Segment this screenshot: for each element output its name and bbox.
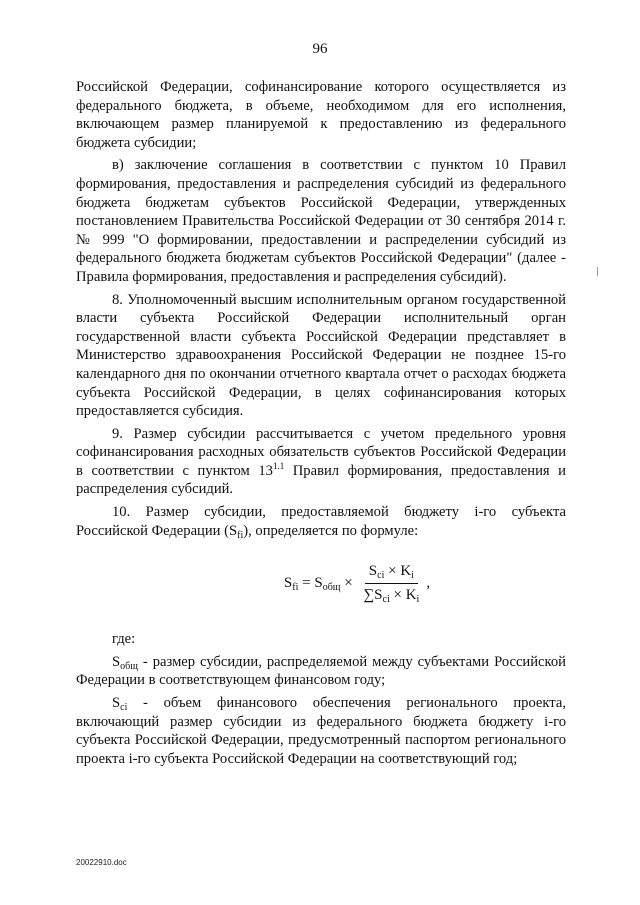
paragraph-item-9 bbox=[76, 425, 566, 499]
formula-denominator: $\sum S_{ci} \times K_i$ bbox=[363, 586, 420, 605]
formula-total: $S_{общ}$ bbox=[314, 574, 341, 593]
where-label: где: bbox=[112, 631, 136, 648]
footer-filename: 20022910.doc bbox=[76, 858, 127, 867]
paragraph-item-10 bbox=[76, 503, 566, 540]
formula-lhs: $S_{fi}$ bbox=[283, 574, 299, 593]
paragraph-item-10-tail: ), определяется по формуле: bbox=[243, 522, 419, 539]
paragraph-item-9-superscript: 1.1 bbox=[272, 460, 285, 471]
paragraph-item-9-tail: Правил формирования, предоставления и распределения субсидий. bbox=[76, 462, 566, 498]
paragraph-continuation: Российской Федерации, софинансирование которого осуществляется из федерального бюджета, в объеме, необходимом для его исполнения, включающем размер планируемой к предоставлению из федерального бюджета субсидии; bbox=[76, 79, 566, 151]
formula-times: × bbox=[340, 574, 357, 591]
paragraph-item-v: в) заключение соглашения в соответствии с пунктом 10 Правил формирования, предоставления и распределения субсидий из федерального бюджета бюджетам субъектов Российской Федерации, утвержденных постановлением Правительства Российской Федерации от 30 сентября 2014 г. № 999 "О формировании, предоставлении и распределении субсидий из федерального бюджета бюджетам субъектов Российской Федерации" (далее - Правила формирования, предоставления и распределения субсидий). bbox=[76, 157, 566, 285]
formula-numerator: $S_{ci} \times K_i$ bbox=[365, 562, 418, 584]
margin-mark bbox=[597, 267, 598, 276]
formula-fraction bbox=[359, 562, 423, 604]
subsidy-formula bbox=[148, 554, 566, 612]
formula-equals: = bbox=[298, 574, 315, 591]
paragraph-item-10-subscript: fi bbox=[237, 529, 244, 541]
paragraph-item-8: 8. Уполномоченный высшим исполнительным органом государственной власти субъекта Российской Федерации исполнительный орган государственной власти субъекта Российской Федерации представляет в Министерство здравоохранения Российской Федерации не позднее 15-го календарного дня по окончании отчетного квартала отчет о расходах бюджета субъекта Российской Федерации, в целях софинансирования которых предоставляется субсидия. bbox=[76, 291, 566, 420]
paragraph-item-9-text: 9. Размер субсидии рассчитывается с учетом предельного уровня софинансирования расходных обязательств субъектов Российской Федерации в соответствии с пунктом 13 bbox=[76, 425, 566, 479]
paragraph-item-10-text: 10. Размер субсидии, предоставляемой бюджету i-го субъекта Российской Федерации (S bbox=[76, 504, 566, 539]
definition-s-total: $S_{общ}$ - размер субсидии, распределяемой между субъектами Российской Федерации в соответствующем финансовом году; bbox=[76, 653, 566, 689]
page-number: 96 bbox=[312, 41, 328, 57]
definition-s-ci: $S_{ci}$ - объем финансового обеспечения регионального проекта, включающий размер субсидии из федерального бюджета бюджету i-го субъекта Российской Федерации, предусмотренный паспортом регионального проекта i-го субъекта Российской Федерации на соответствующий год; bbox=[76, 695, 566, 767]
formula-trailing-comma: , bbox=[426, 574, 431, 591]
document-body bbox=[76, 78, 566, 772]
